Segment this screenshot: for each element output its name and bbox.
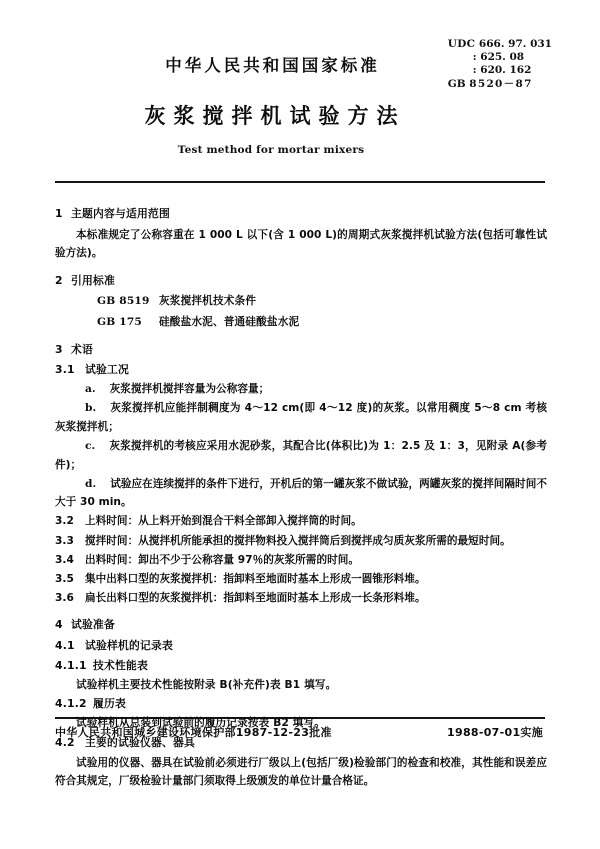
section-3-3-text: 搅拌时间：从搅拌机所能承担的搅拌物料投入搅拌筒后到搅拌成匀质灰浆所需的最短时间。: [85, 534, 511, 547]
section-1-heading: [55, 205, 547, 224]
section-4-1-2-heading: [55, 695, 547, 714]
section-3-heading: [55, 341, 547, 360]
list-item-label: c.: [85, 440, 96, 453]
gb-number-line: [448, 78, 552, 91]
section-3-3: [55, 532, 547, 551]
section-4-2-title: 主要的试验仪器、器具: [85, 735, 195, 749]
section-2-number: 2: [55, 273, 63, 287]
list-item-text: 灰浆搅拌机搅拌容量为公称容量；: [109, 383, 270, 396]
section-2-title: 引用标准: [71, 273, 115, 287]
section-3-1-heading: [55, 361, 547, 380]
section-3-3-number: 3.3: [55, 534, 74, 547]
section-4-1-1-title: 技术性能表: [93, 658, 148, 672]
section-4-number: 4: [55, 618, 63, 632]
section-3-4-number: 3.4: [55, 553, 74, 566]
section-3-4: [55, 551, 547, 570]
list-item-label: b.: [85, 402, 97, 415]
list-item-label: a.: [85, 383, 96, 396]
list-item: [55, 475, 547, 512]
section-3-6: [55, 589, 547, 608]
section-3-5: [55, 570, 547, 589]
list-item: [55, 380, 547, 399]
section-4-2-paragraph: 试验用的仪器、器具在试验前必须进行厂级以上(包括厂级)检验部门的检查和校准，其性能和误差应符合其规定，厂级检验计量部门须取得上级颁发的单位计量合格证。: [55, 756, 547, 788]
section-4-1-number: 4.1: [55, 638, 75, 652]
reference-name: 硅酸盐水泥、普通硅酸盐水泥: [159, 315, 300, 328]
section-3-5-text: 集中出料口型的灰浆搅拌机：指卸料至地面时基本上形成一圆锥形料堆。: [85, 572, 426, 585]
reference-item: [55, 292, 547, 311]
section-4-1-2-title: 履历表: [93, 697, 126, 711]
section-3-1-title: 试验工况: [85, 363, 129, 377]
standard-code-block: [448, 38, 552, 91]
section-4-1-2-number: 4.1.2: [55, 697, 87, 711]
section-2-heading: [55, 272, 547, 291]
section-3-1-number: 3.1: [55, 363, 75, 377]
list-item-label: d.: [85, 477, 97, 490]
section-4-1-1-paragraph: 试验样机主要技术性能按附录 B(补充件)表 B1 填写。: [76, 678, 337, 691]
section-1-paragraph: 本标准规定了公称容重在 1 000 L 以下(含 1 000 L)的周期式灰浆搅拌机试验方法(包括可靠性试验方法)。: [55, 228, 547, 260]
section-3-4-text: 出料时间：卸出不少于公称容量 97％的灰浆所需的时间。: [85, 553, 360, 566]
footer-approval-text: 中华人民共和国城乡建设环境保护部1987-12-23批准: [55, 726, 332, 739]
section-3-2-number: 3.2: [55, 515, 74, 528]
section-3-5-number: 3.5: [55, 572, 74, 585]
section-3-title: 术语: [71, 342, 93, 356]
section-3-2: [55, 512, 547, 531]
national-standard-heading: 中华人民共和国国家标准: [165, 56, 380, 75]
list-item-text: 灰浆搅拌机应能拌制稠度为 4～12 cm(即 4～12 度)的灰浆。以常用稠度 5～8 cm 考核灰浆搅拌机；: [55, 402, 547, 433]
udc-label: UDC: [447, 38, 476, 50]
list-item-text: 试验应在连续搅拌的条件下进行，开机后的第一罐灰浆不做试验，两罐灰浆的搅拌间隔时间不大于 30 min。: [55, 477, 547, 509]
section-4-2-number: 4.2: [55, 735, 75, 749]
udc-value: 666. 97. 031: [478, 38, 552, 50]
section-4-heading: [55, 616, 547, 635]
header-divider: [55, 181, 545, 183]
document-subtitle-english: Test method for mortar mixers: [177, 144, 365, 156]
footer-effective-date: 1988-07-01实施: [447, 726, 543, 739]
document-body: [55, 196, 547, 791]
section-3-2-text: 上料时间：从上料开始到混合干料全部卸入搅拌筒的时间。: [85, 515, 362, 528]
list-item: [55, 399, 547, 436]
gb-label: GB: [447, 77, 466, 90]
section-1-number: 1: [55, 207, 63, 220]
reference-name: 灰浆搅拌机技术条件: [159, 295, 257, 308]
udc-line-2: : 625. 08: [472, 51, 525, 64]
list-item: [55, 437, 547, 474]
gb-number: 8520－87: [469, 77, 533, 90]
section-3-6-number: 3.6: [55, 591, 74, 604]
reference-item: [55, 313, 547, 332]
reference-code: GB 175: [97, 315, 143, 328]
section-3-number: 3: [55, 342, 63, 356]
section-4-1-title: 试验样机的记录表: [85, 638, 173, 652]
page-footer: [55, 724, 545, 740]
document-title: 灰浆搅拌机试验方法: [144, 104, 406, 128]
section-4-1-1-heading: [55, 657, 547, 676]
section-4-1-2-paragraph: 试验样机从总装到试验前的履历记录按表 B2 填写。: [76, 717, 326, 730]
section-4-1-heading: [55, 637, 547, 656]
reference-code: GB 8519: [97, 295, 150, 308]
section-4-title: 试验准备: [71, 618, 115, 632]
udc-line-3: : 620. 162: [472, 64, 532, 77]
udc-line-1: [448, 38, 552, 51]
list-item-text: 灰浆搅拌机的考核应采用水泥砂浆，其配合比(体积比)为 1：2.5 及 1：3，见附录 A(参考件)；: [55, 440, 547, 471]
section-3-6-text: 扁长出料口型的灰浆搅拌机：指卸料至地面时基本上形成一长条形料堆。: [85, 591, 426, 604]
section-1-title: 主题内容与适用范围: [71, 207, 170, 220]
section-4-1-1-number: 4.1.1: [55, 658, 87, 672]
